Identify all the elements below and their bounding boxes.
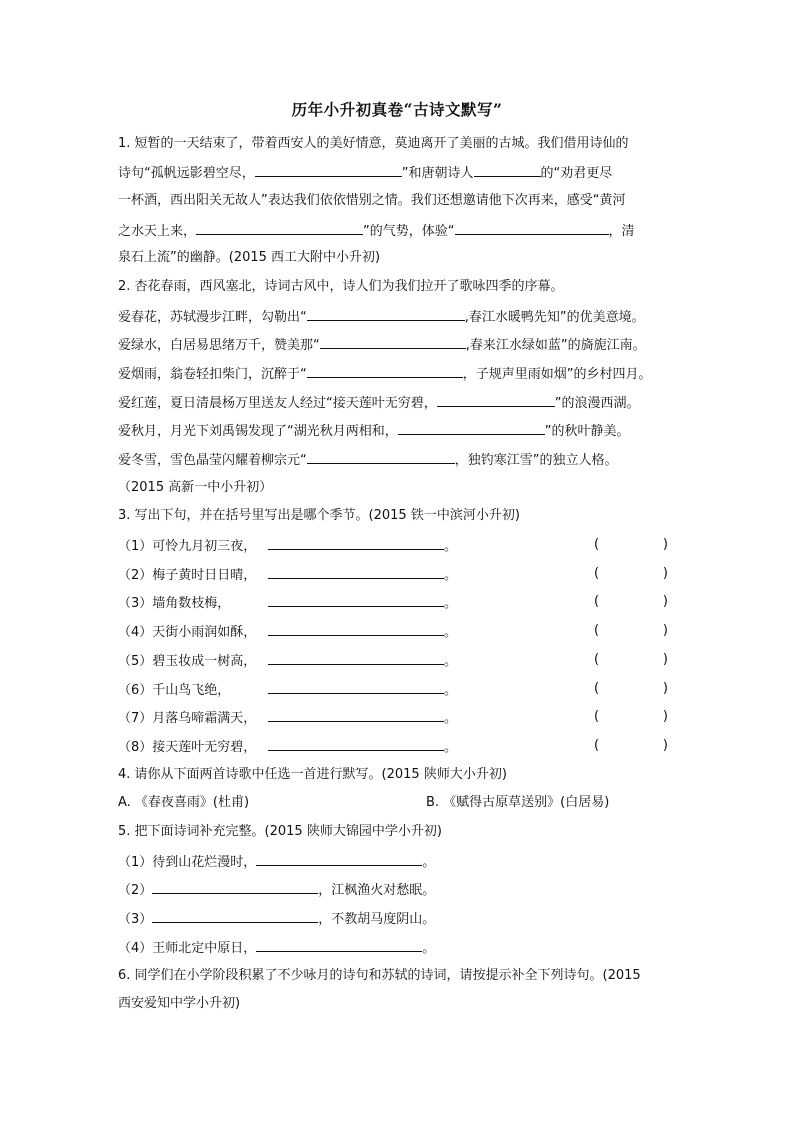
q5-intro: 5. 把下面诗词补充完整。(2015 陕师大锦园中学小升初) (118, 824, 442, 839)
answer-blank[interactable] (268, 679, 444, 694)
q2-text: ”的浪漫西湖。 (554, 396, 640, 411)
q3-end-mark: 。 (444, 711, 458, 726)
q2-text: 爱烟雨，翁卷轻扣柴门，沉醉于“ (118, 367, 307, 382)
answer-blank[interactable] (307, 363, 463, 378)
q2-water (118, 334, 646, 356)
answer-blank[interactable] (320, 334, 466, 349)
q3-item-label: （3）墙角数枝梅， (118, 596, 231, 611)
paren-open: ( (594, 623, 600, 638)
q3-item (118, 679, 457, 701)
q3-item-label: （4）天街小雨润如酥， (118, 625, 257, 640)
q1-line-4 (118, 220, 635, 242)
q2-lotus (118, 392, 640, 414)
q2-text: ，独钓寒江雪”的独立人格。 (454, 453, 618, 468)
q2-text: ,春江水暖鸭先知”的优美意境。 (464, 310, 645, 325)
paren-open: ( (594, 652, 600, 667)
page-title: 历年小升初真卷“古诗文默写” (291, 100, 503, 119)
season-answer-box[interactable] (594, 736, 668, 756)
q1-text: ，清 (608, 224, 635, 239)
answer-blank[interactable] (437, 392, 555, 407)
season-answer-box[interactable] (594, 621, 668, 641)
paren-close: ) (662, 594, 668, 609)
q3-item (118, 564, 457, 586)
q2-text: ，子规声里雨如烟”的乡村四月。 (462, 367, 652, 382)
q5-item-4 (118, 937, 435, 959)
q1-text: 之水天上来， (118, 224, 197, 239)
q3-item (118, 592, 457, 614)
q3-item-label: （5）碧玉妆成一树高， (118, 654, 257, 669)
season-answer-box[interactable] (594, 707, 668, 727)
answer-blank[interactable] (474, 162, 541, 177)
q2-text: 爱秋月，月光下刘禹锡发现了“湖光秋月两相和， (118, 424, 398, 439)
q3-item (118, 535, 457, 557)
q3-end-mark: 。 (444, 654, 458, 669)
q2-winter (118, 449, 618, 471)
q4-option-b[interactable]: B. 《赋得古原草送别》(白居易) (426, 795, 610, 810)
q3-end-mark: 。 (444, 568, 458, 583)
q3-item-label: （1）可怜九月初三夜， (118, 539, 257, 554)
q3-intro: 3. 写出下句，并在括号里写出是哪个季节。(2015 铁一中滨河小升初) (118, 508, 520, 523)
q5-item-1 (118, 851, 435, 873)
q2-text: 爱绿水，白居易思绪万千，赞美那“ (118, 338, 320, 353)
season-answer-box[interactable] (594, 564, 668, 584)
q2-text: ”的秋叶静美。 (544, 424, 630, 439)
paren-open: ( (594, 738, 600, 753)
answer-blank[interactable] (256, 851, 422, 866)
q3-item (118, 736, 457, 758)
season-answer-box[interactable] (594, 650, 668, 670)
answer-blank[interactable] (268, 707, 444, 722)
answer-blank[interactable] (307, 306, 465, 321)
q3-end-mark: 。 (444, 740, 458, 755)
answer-blank[interactable] (152, 879, 318, 894)
answer-blank[interactable] (307, 449, 455, 464)
answer-blank[interactable] (268, 592, 444, 607)
q5-text: （3） (118, 912, 153, 927)
paren-close: ) (662, 566, 668, 581)
answer-blank[interactable] (398, 420, 545, 435)
q5-text: 。 (422, 855, 436, 870)
paren-open: ( (594, 681, 600, 696)
q3-item-label: （7）月落乌啼霜满天， (118, 711, 257, 726)
answer-blank[interactable] (268, 535, 444, 550)
paren-close: ) (662, 623, 668, 638)
answer-blank[interactable] (255, 162, 402, 177)
q2-text: ,春来江水绿如蓝”的旖旎江南。 (465, 338, 646, 353)
q4-option-a[interactable]: A. 《春夜喜雨》(杜甫) (118, 795, 250, 810)
paren-open: ( (594, 709, 600, 724)
q3-item-label: （8）接天莲叶无穷碧， (118, 740, 257, 755)
paren-open: ( (594, 594, 600, 609)
q2-spring (118, 306, 645, 328)
paren-open: ( (594, 537, 600, 552)
answer-blank[interactable] (268, 564, 444, 579)
q1-line-3: 一杯酒，西出阳关无故人”表达我们依依惜别之情。我们还想邀请他下次再来，感受“黄河 (118, 193, 626, 208)
answer-blank[interactable] (268, 621, 444, 636)
q3-item (118, 650, 457, 672)
q5-text: （4）王师北定中原日， (118, 941, 257, 956)
q2-intro: 2. 杏花春雨，西风塞北，诗词古风中，诗人们为我们拉开了歌咏四季的序幕。 (118, 279, 564, 294)
answer-blank[interactable] (268, 650, 444, 665)
q1-text: 的“劝君更尽 (540, 166, 613, 181)
answer-blank[interactable] (455, 220, 609, 235)
q3-item (118, 621, 457, 643)
q5-text: ，不教胡马度阴山。 (318, 912, 436, 927)
q3-item (118, 707, 457, 729)
q6-line-1: 6. 同学们在小学阶段积累了不少咏月的诗句和苏轼的诗词，请按提示补全下列诗句。(2015 (118, 968, 641, 983)
q3-item-label: （6）千山鸟飞绝， (118, 683, 231, 698)
season-answer-box[interactable] (594, 535, 668, 555)
answer-blank[interactable] (196, 220, 363, 235)
season-answer-box[interactable] (594, 592, 668, 612)
q2-text: 爱红莲，夏日清晨杨万里送友人经过“接天莲叶无穷碧， (118, 396, 437, 411)
q3-end-mark: 。 (444, 683, 458, 698)
q1-line-5: 泉石上流”的幽静。(2015 西工大附中小升初) (118, 250, 381, 265)
paren-close: ) (662, 537, 668, 552)
paren-close: ) (662, 709, 668, 724)
answer-blank[interactable] (268, 736, 444, 751)
q5-item-3 (118, 908, 435, 930)
q3-end-mark: 。 (444, 625, 458, 640)
q4-intro: 4. 请你从下面两首诗歌中任选一首进行默写。(2015 陕师大小升初) (118, 767, 507, 782)
q5-text: ，江枫渔火对愁眠。 (318, 883, 436, 898)
q3-end-mark: 。 (444, 539, 458, 554)
q5-text: （2） (118, 883, 153, 898)
q3-end-mark: 。 (444, 596, 458, 611)
paren-close: ) (662, 681, 668, 696)
paren-open: ( (594, 566, 600, 581)
answer-blank[interactable] (152, 908, 318, 923)
q3-item-label: （2）梅子黄时日日晴， (118, 568, 257, 583)
q1-text: ”和唐朝诗人 (401, 166, 474, 181)
q2-text: 爱春花，苏轼漫步江畔，勾勒出“ (118, 310, 307, 325)
q2-rain (118, 363, 652, 385)
season-answer-box[interactable] (594, 679, 668, 699)
paren-close: ) (662, 738, 668, 753)
q1-text: 诗句“孤帆远影碧空尽， (118, 166, 255, 181)
q2-text: 爱冬雪，雪色晶莹闪耀着柳宗元“ (118, 453, 307, 468)
q6-line-2: 西安爱知中学小升初) (118, 996, 241, 1011)
q5-text: 。 (422, 941, 436, 956)
answer-blank[interactable] (256, 937, 422, 952)
q1-text: ”的气势，体验“ (363, 224, 455, 239)
paren-close: ) (662, 652, 668, 667)
q2-autumn (118, 420, 630, 442)
q2-source: （2015 高新一中小升初） (118, 480, 273, 495)
q5-item-2 (118, 879, 435, 901)
q1-line-1: 1. 短暂的一天结束了，带着西安人的美好情意，莫迪离开了美丽的古城。我们借用诗仙的 (118, 136, 629, 151)
q1-line-2 (118, 162, 612, 184)
q5-text: （1）待到山花烂漫时， (118, 855, 257, 870)
